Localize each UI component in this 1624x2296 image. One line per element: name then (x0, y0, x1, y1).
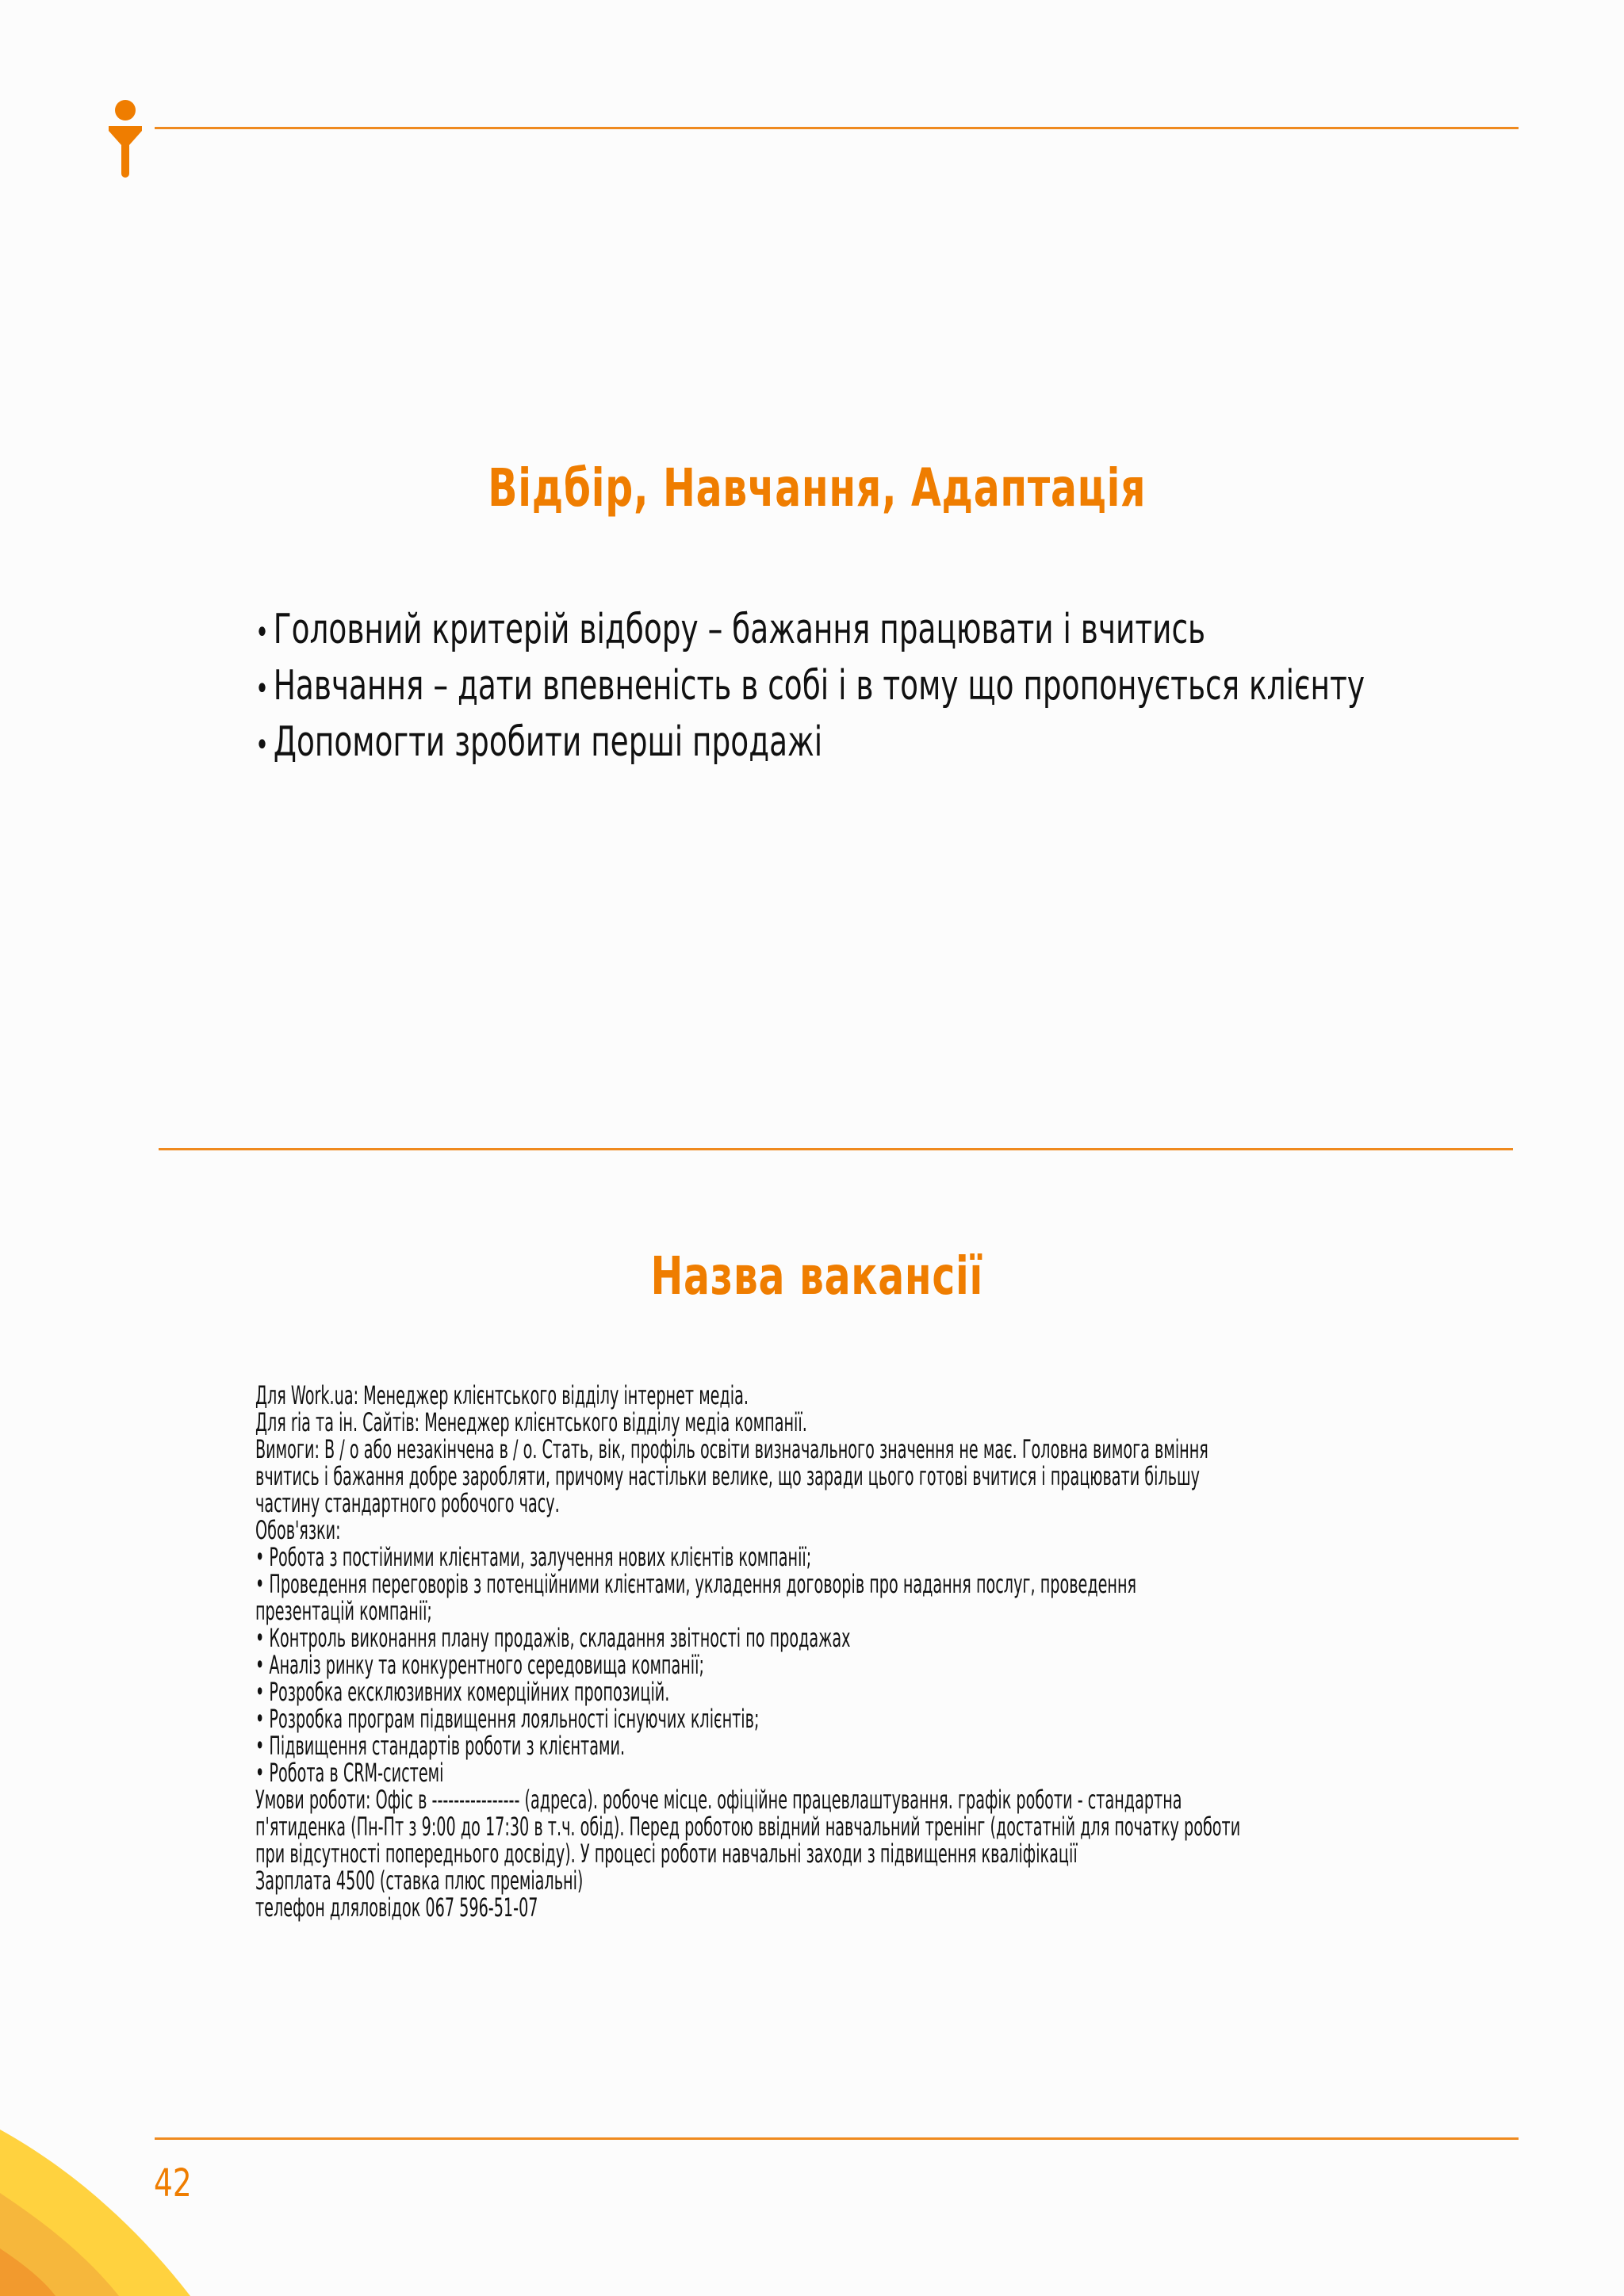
section-title-selection: Відбір, Навчання, Адаптація (488, 457, 1147, 519)
vacancy-line: Обов'язки: (255, 1515, 341, 1545)
vacancy-line: при відсутності попереднього досвіду). У процесі роботи навчальні заходи з підвищення кваліфікації (255, 1839, 1078, 1869)
vacancy-line: • Контроль виконання плану продажів, складання звітності по продажах (255, 1623, 851, 1653)
top-rule (155, 127, 1519, 129)
selection-bullet-list (255, 603, 1365, 772)
section-divider (159, 1148, 1513, 1150)
vacancy-text-block (255, 1382, 1469, 1921)
vacancy-line: п'ятиденка (Пн-Пт з 9:00 до 17:30 в т.ч. обід). Перед роботою ввідний навчальний тренінг (достатній для початку роботи (255, 1812, 1241, 1842)
page-number: 42 (154, 2161, 192, 2206)
vacancy-line: • Робота в CRM-системі (255, 1758, 444, 1788)
section-title-vacancy: Назва вакансії (650, 1246, 984, 1307)
vacancy-line: • Аналіз ринку та конкурентного середовища компанії; (255, 1650, 704, 1680)
vacancy-line: Для ria та ін. Сайтів: Менеджер клієнтського відділу медіа компанії. (255, 1407, 807, 1437)
bottom-rule (155, 2137, 1519, 2140)
vacancy-line: • Розробка програм підвищення лояльності існуючих клієнтів; (255, 1704, 760, 1734)
vacancy-line: • Розробка ексклюзивних комерційних пропозицій. (255, 1677, 670, 1707)
vacancy-line: • Робота з постійними клієнтами, залучення нових клієнтів компанії; (255, 1542, 812, 1572)
vacancy-line: Умови роботи: Офіс в ---------------- (адреса). робоче місце. офіційне працевлаштування. графік роботи - стандартна (255, 1785, 1182, 1815)
vacancy-line: • Підвищення стандартів роботи з клієнтами. (255, 1731, 626, 1761)
vacancy-line: Для Work.ua: Менеджер клієнтського відділу інтернет медіа. (255, 1380, 749, 1410)
vacancy-line: частину стандартного робочого часу. (255, 1488, 560, 1518)
vacancy-line: • Проведення переговорів з потенційними клієнтами, укладення договорів про надання послуг, проведення (255, 1569, 1137, 1599)
bullet-item: • Допомогти зробити перші продажі (255, 718, 823, 766)
vacancy-line: презентацій компанії; (255, 1596, 432, 1626)
vacancy-line: Зарплата 4500 (ставка плюс преміальні) (255, 1866, 584, 1896)
vacancy-line: телефон дляловідок 067 596-51-07 (255, 1892, 538, 1923)
person-logo-icon (109, 99, 142, 178)
vacancy-line: вчитись і бажання добре заробляти, причому настільки велике, що заради цього готові вчитися і працювати більшу (255, 1461, 1200, 1491)
bullet-item: • Навчання – дати впевненість в собі і в тому що пропонується клієнту (255, 662, 1365, 710)
bullet-item: • Головний критерій відбору – бажання працювати і вчитись (255, 606, 1206, 653)
vacancy-line: Вимоги: В / о або незакінчена в / о. Стать, вік, профіль освіти визначального значення не має. Головна вимога вміння (255, 1434, 1208, 1464)
corner-decoration (0, 2130, 190, 2296)
